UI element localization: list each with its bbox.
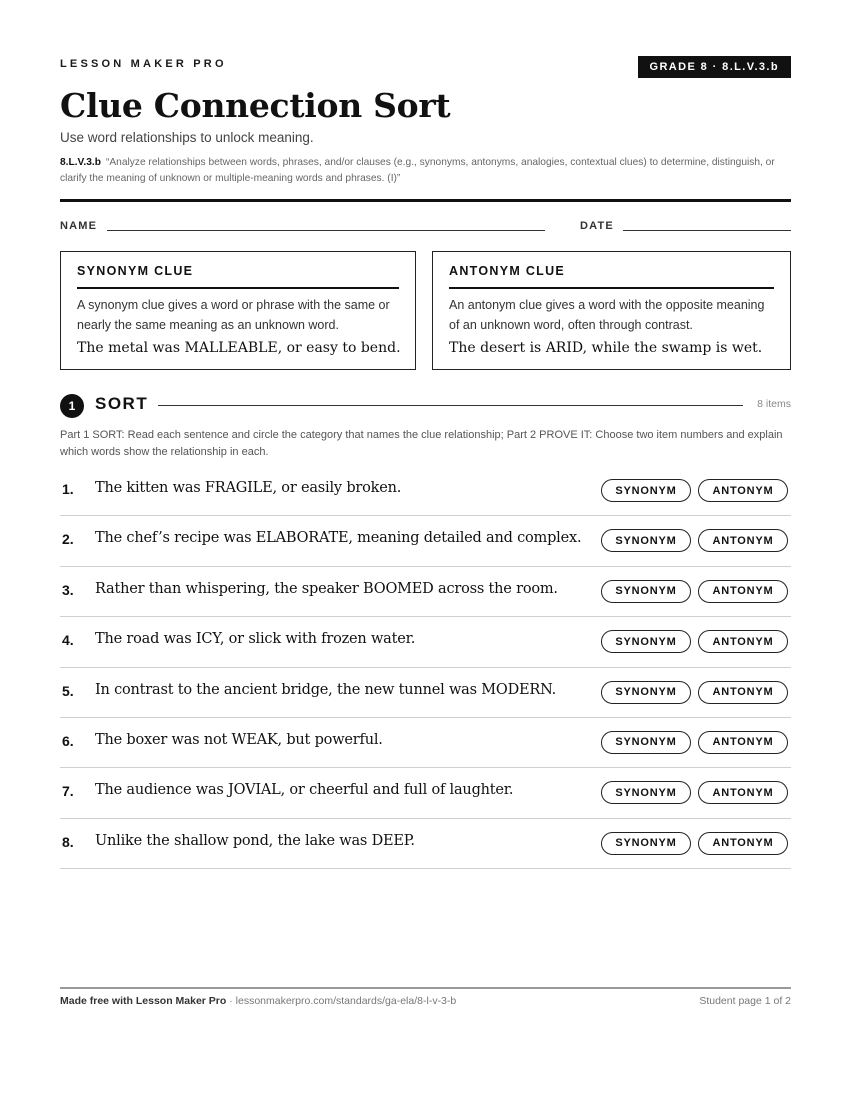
footer-url: · lessonmakerpro.com/standards/ga-ela/8-l-v-3-b <box>226 995 457 1007</box>
antonym-clue-definition: An antonym clue gives a word with the opposite meaning of an unknown word, often through contrast. <box>449 298 765 332</box>
synonym-option-button[interactable]: SYNONYM <box>601 479 691 502</box>
footer-made-with: Made free with Lesson Maker Pro <box>60 995 227 1007</box>
item-sentence: Rather than whispering, the speaker BOOMED across the room. <box>95 580 558 597</box>
item-number: 2. <box>62 531 74 548</box>
sort-item-list <box>60 466 791 869</box>
date-label: DATE <box>580 220 614 232</box>
sort-item-row <box>60 668 791 718</box>
synonym-clue-example: The metal was MALLEABLE, or easy to bend. <box>77 340 401 356</box>
page-subtitle: Use word relationships to unlock meaning. <box>60 130 314 145</box>
synonym-option-button[interactable]: SYNONYM <box>601 832 691 855</box>
antonym-option-button[interactable]: ANTONYM <box>698 731 788 754</box>
section-instructions: Part 1 SORT: Read each sentence and circle the category that names the clue relationship; Part 2 PROVE IT: Choose two item numbers and explain which words show the relationship in each. <box>60 429 783 458</box>
sort-item-row <box>60 567 791 617</box>
antonym-option-button[interactable]: ANTONYM <box>698 832 788 855</box>
item-number: 5. <box>62 682 74 699</box>
item-sentence: The boxer was not WEAK, but powerful. <box>95 731 383 748</box>
item-number: 7. <box>62 783 74 800</box>
worksheet-page <box>60 0 791 1100</box>
section-title: SORT <box>95 394 149 413</box>
sort-item-row <box>60 718 791 768</box>
antonym-option-button[interactable]: ANTONYM <box>698 781 788 804</box>
item-sentence: The audience was JOVIAL, or cheerful and full of laughter. <box>95 782 514 799</box>
synonym-option-button[interactable]: SYNONYM <box>601 630 691 653</box>
top-bar <box>60 56 791 78</box>
footer-page-number: Student page 1 of 2 <box>699 995 791 1007</box>
antonym-option-button[interactable]: ANTONYM <box>698 479 788 502</box>
item-sentence: Unlike the shallow pond, the lake was DEEP. <box>95 832 415 849</box>
item-number: 8. <box>62 833 74 850</box>
section-number: 1 <box>60 394 84 418</box>
item-sentence: The road was ICY, or slick with frozen water. <box>95 631 416 648</box>
footer <box>60 995 791 1007</box>
standard-code: 8.L.V.3.b <box>60 157 101 168</box>
antonym-clue-divider <box>449 287 774 289</box>
synonym-clue-definition: A synonym clue gives a word or phrase with the same or nearly the same meaning as an unknown word. <box>77 298 390 332</box>
antonym-clue-example: The desert is ARID, while the swamp is wet. <box>449 340 763 356</box>
grade-badge: GRADE 8 · 8.L.V.3.b <box>638 56 792 78</box>
antonym-option-button[interactable]: ANTONYM <box>698 529 788 552</box>
synonym-clue-box <box>60 251 416 370</box>
footer-divider <box>60 987 791 989</box>
item-number: 6. <box>62 732 74 749</box>
synonym-option-button[interactable]: SYNONYM <box>601 781 691 804</box>
brand-name: LESSON MAKER PRO <box>60 58 227 70</box>
sort-item-row <box>60 617 791 667</box>
item-number: 3. <box>62 581 74 598</box>
synonym-option-button[interactable]: SYNONYM <box>601 681 691 704</box>
synonym-clue-title: SYNONYM CLUE <box>77 264 194 278</box>
antonym-clue-box <box>432 251 791 370</box>
sort-item-row <box>60 819 791 869</box>
sort-item-row <box>60 768 791 818</box>
item-sentence: In contrast to the ancient bridge, the new tunnel was MODERN. <box>95 681 557 698</box>
item-count: 8 items <box>757 398 791 410</box>
sort-item-row <box>60 516 791 566</box>
header-divider <box>60 199 791 202</box>
date-line[interactable] <box>623 230 791 231</box>
name-line[interactable] <box>107 230 545 231</box>
synonym-option-button[interactable]: SYNONYM <box>601 529 691 552</box>
item-number: 4. <box>62 632 74 649</box>
sort-item-row <box>60 466 791 516</box>
synonym-option-button[interactable]: SYNONYM <box>601 580 691 603</box>
page-title: Clue Connection Sort <box>60 86 451 125</box>
standard-description <box>60 155 791 187</box>
name-date-row <box>60 220 791 234</box>
name-label: NAME <box>60 220 98 232</box>
item-sentence: The chef’s recipe was ELABORATE, meaning detailed and complex. <box>95 530 582 547</box>
section-header <box>60 393 791 417</box>
antonym-option-button[interactable]: ANTONYM <box>698 580 788 603</box>
antonym-option-button[interactable]: ANTONYM <box>698 681 788 704</box>
item-sentence: The kitten was FRAGILE, or easily broken. <box>95 480 402 496</box>
item-number: 1. <box>62 481 74 497</box>
synonym-option-button[interactable]: SYNONYM <box>601 731 691 754</box>
synonym-clue-divider <box>77 287 399 289</box>
standard-text: “Analyze relationships between words, phrases, and/or clauses (e.g., synonyms, antonyms, analogies, contextual clues) to determine, distinguish, or clarify the meaning of unknown or multiple-meaning words and phrases. (I)” <box>60 157 775 184</box>
section-divider <box>158 405 743 406</box>
antonym-clue-title: ANTONYM CLUE <box>449 264 566 278</box>
antonym-option-button[interactable]: ANTONYM <box>698 630 788 653</box>
